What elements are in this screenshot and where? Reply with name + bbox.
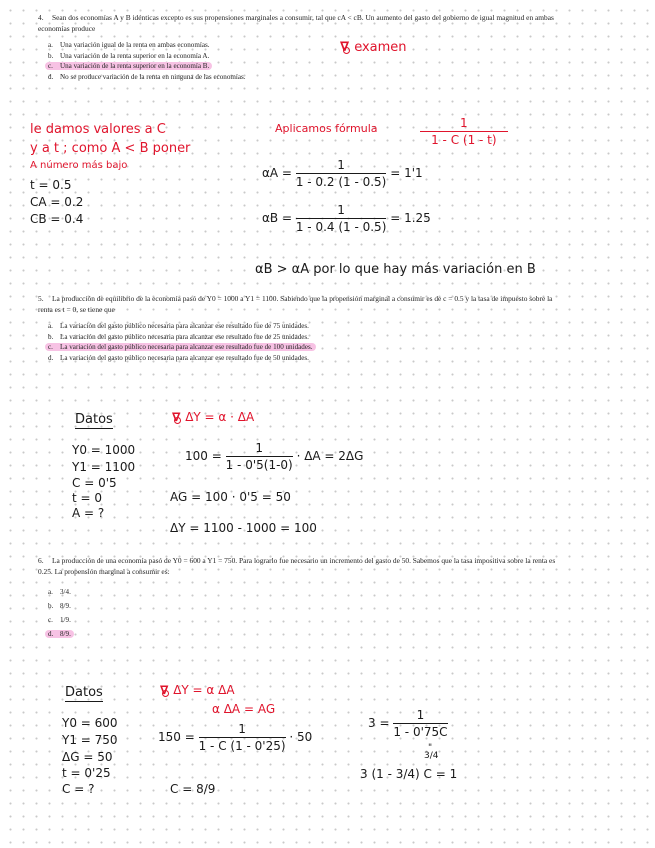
examen-note: ∇ examen [340,40,407,55]
exclamation-dot-icon [343,47,350,54]
solve-equation: 3 = $\frac{1}{1 - 0'75C}$ [368,708,448,739]
note-values-3: A número más bajo [30,160,128,171]
question-number: 4. [38,13,44,22]
t-value: t = 0 [72,491,103,505]
y1-value: Y1 = 1100 [72,460,136,474]
question-5-stem: 5. La producción de equilibrio de la economía pasó de Y0 = 1000 a Y1 = 1100. Sabiendo que la propensión marginal a consumir es de c = 0.5 y la tasa de impuesto sobre la renta es t = 0, se tiene que [38,294,553,314]
question-6-stem: 6. La producción de una economía pasó de Y0 = 600 a Y1 = 750. Para lograrlo fue necesario un incremento del gasto de 50. Sabemos que la tasa impositiva sobre la renta es 0.25. La propensión marginal a consumir es: [38,556,556,576]
note-values-2: y a t ; como A < B poner [30,141,191,156]
multiplier-equation: 150 = $\frac{1}{1 - C (1 - 0'25)}$ · 50 [158,722,313,753]
dy-result: ΔY = 1100 - 1000 = 100 [170,521,317,535]
selected-highlight: d. 8/9. [45,630,74,638]
ag-result: AG = 100 · 0'5 = 50 [170,490,291,504]
exclamation-dot-icon [162,690,169,697]
relation-note-2: α ΔA = AG [212,702,276,716]
option-b[interactable]: b. La variación del gasto público necesaria para alcanzar ese resultado fue de 25 unidades. [48,332,309,341]
t-value: t = 0.5 [30,178,72,192]
c-value: C = 0'5 [72,476,117,490]
datos-heading: Datos [65,685,103,700]
multiplier-equation: 100 = $\frac{1}{1 - 0'5(1-0)}$ · ΔA = 2ΔG [185,441,364,472]
relation-note: ∇ ΔY = α · ΔA [172,410,255,424]
option-b[interactable]: b. Una variación de la renta superior en la economía A. [48,51,210,60]
alpha-a-equation: αA = $\frac{1}{1 - 0.2 (1 - 0.5)}$ = 1'1 [262,158,423,189]
solve-line: 3 (1 - 3/4) C = 1 [360,767,458,781]
alpha-b-equation: αB = $\frac{1}{1 - 0.4 (1 - 0.5)}$ = 1.25 [262,203,431,234]
option-c[interactable]: c. 1/9. [48,616,71,624]
conclusion-note: αB > αA por lo que hay más variación en B [255,262,536,277]
selected-highlight: c. La variación del gasto público necesaria para alcanzar ese resultado fue de 100 unidades. [45,343,316,351]
option-a[interactable]: a. Una variación igual de la renta en ambas economías. [48,41,210,49]
question-4 [38,12,558,82]
t-value: t = 0'25 [62,766,111,780]
formula-fraction: $\frac{1}{1 - C (1 - t)}$ [420,116,508,147]
c-value: C = ? [62,782,95,796]
option-d[interactable]: d. La variación del gasto público necesaria para alcanzar ese resultado fue de 50 unidades. [48,353,309,362]
option-d[interactable]: d. No se produce variación de la renta en ninguna de las economías. [48,72,246,81]
substitution-fraction: 3/4 [424,751,439,761]
question-6 [38,555,563,641]
dg-value: ΔG = 50 [62,750,113,764]
selected-highlight: c. Una variación de la renta superior en la economía B. [45,62,212,70]
question-5 [38,293,558,363]
option-c[interactable] [38,342,558,353]
y1-value: Y1 = 750 [62,733,118,747]
relation-note-1: ∇ ΔY = α ΔA [160,683,235,697]
option-a[interactable]: a. 3/4. [48,588,71,596]
cb-value: CB = 0.4 [30,212,84,226]
datos-heading: Datos [75,412,113,427]
c-result: C = 8/9 [170,782,216,796]
question-text: Sean dos economías A y B idénticas excepto es sus propensiones marginales a consumir, tal que cA < cB. Un aumento del gasto del gobierno de igual magnitud en ambas economías produce [38,13,554,33]
a-value: A = ? [72,506,105,520]
option-b[interactable]: b. 8/9. [48,602,71,610]
exclamation-dot-icon [174,417,181,424]
option-c[interactable] [38,61,558,72]
option-d[interactable] [38,627,563,641]
question-4-stem [38,12,558,34]
y0-value: Y0 = 600 [62,716,118,730]
formula-label: Aplicamos fórmula [275,122,378,135]
note-values-1: le damos valores a C [30,122,166,137]
option-a[interactable]: a. La variación del gasto público necesaria para alcanzar ese resultado fue de 75 unidades. [48,322,309,330]
y0-value: Y0 = 1000 [72,443,136,457]
substitution-mark: " [428,743,433,753]
ca-value: CA = 0.2 [30,195,84,209]
